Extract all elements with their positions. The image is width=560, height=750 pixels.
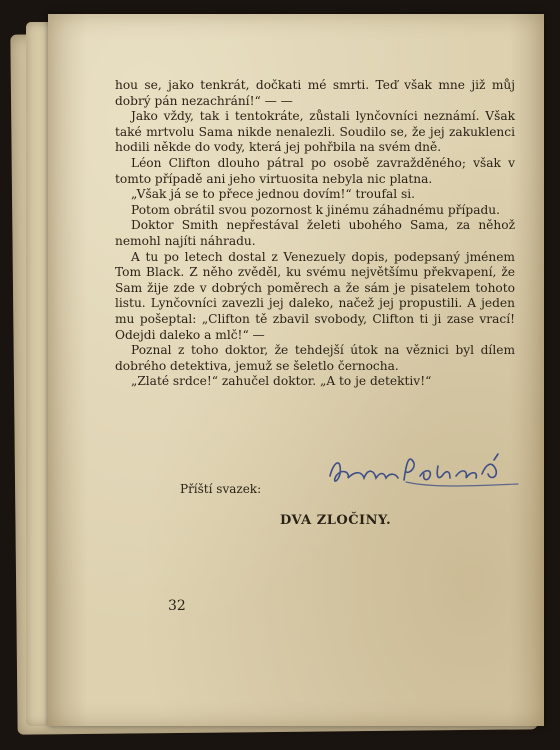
paragraph-1: hou se, jako tenkrát, dočkati mé smrti. Teď však mne již můj dobrý pán nezachrání!“ — —	[115, 78, 515, 108]
paragraph-6: Doktor Smith nepřestával želeti ubohého Sama, za něhož nemohl najíti náhradu.	[115, 218, 515, 248]
story-text	[115, 78, 515, 390]
paragraph-5: Potom obrátil svou pozornost k jinému záhadnému případu.	[131, 202, 500, 217]
paragraph-3: Léon Clifton dlouho pátral po osobě zavražděného; však v tomto případě ani jeho virtuosita nebyla nic platna.	[115, 155, 515, 186]
handwritten-signature	[322, 446, 532, 496]
next-volume-label: Příští svazek:	[180, 482, 262, 496]
paragraph-7: A tu po letech dostal z Venezuely dopis, podepsaný jménem Tom Black. Z něho zvěděl, ku svému největšímu překvapení, že Sam žije zde v dobrých poměrech a že sám je pisatelem tohoto listu. Lynčovníci zavezli jej daleko, načež jej propustili. A jeden mu pošeptal: „Clifton tě zbavil svobody, Clifton ti ji zase vrací! Odejdi daleko a mlč!“ —	[115, 249, 515, 342]
next-volume-title: DVA ZLOČINY.	[280, 513, 392, 528]
page-number: 32	[168, 598, 186, 614]
paragraph-9: „Zlaté srdce!“ zahučel doktor. „A to je detektiv!“	[131, 374, 432, 389]
paragraph-8: Poznal z toho doktor, že tehdejší útok na věznici byl dílem dobrého detektiva, jemuž se šeletlo černocha.	[115, 343, 515, 373]
paragraph-4: „Však já se to přece jednou dovím!“ troufal si.	[131, 187, 416, 202]
paragraph-2: Jako vždy, tak i tentokráte, zůstali lynčovníci neznámí. Však také mrtvolu Sama nikde nenalezli. Soudilo se, že jej zakuklenci hodili někde do vody, která jej pohřbila na svém dně.	[115, 109, 515, 155]
